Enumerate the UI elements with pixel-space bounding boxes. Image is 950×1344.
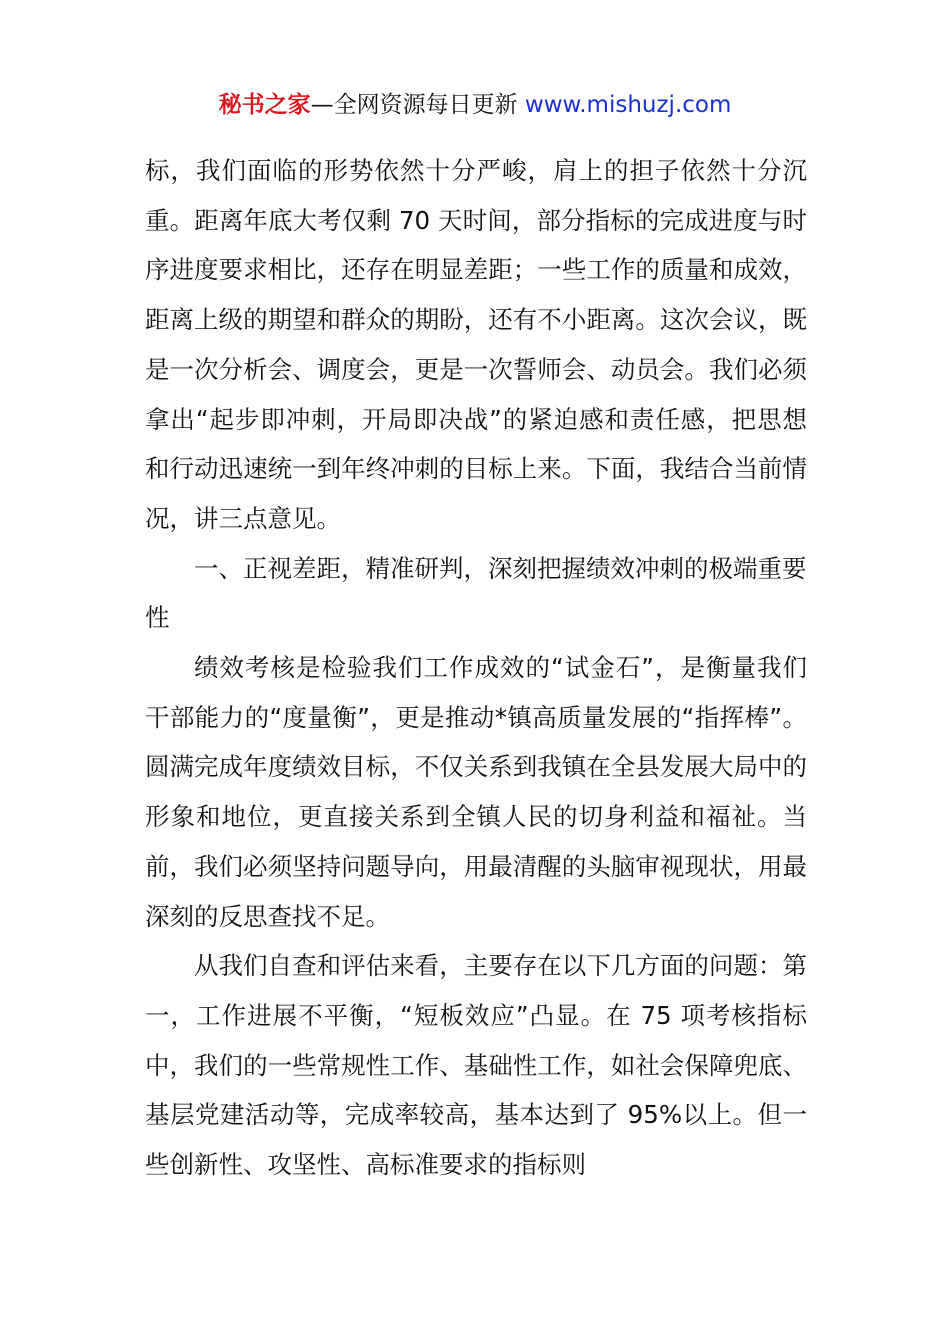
page-header: [0, 88, 950, 122]
document-body: [145, 146, 807, 1190]
header-tagline: —全网资源每日更新: [310, 92, 525, 118]
brand-name: 秘书之家: [218, 92, 311, 118]
paragraph-problems: 从我们自查和评估来看，主要存在以下几方面的问题：第一，工作进展不平衡，“短板效应”凸显。在 75 项考核指标中，我们的一些常规性工作、基础性工作，如社会保障兜底、基层党建活动等，完成率较高，基本达到了 95%以上。但一些创新性、攻坚性、高标准要求的指标则: [145, 951, 807, 1180]
paragraph-assessment: 绩效考核是检验我们工作成效的“试金石”，是衡量我们干部能力的“度量衡”，更是推动*镇高质量发展的“指挥棒”。圆满完成年度绩效目标，不仅关系到我镇在全县发展大局中的形象和地位，更直接关系到全镇人民的切身利益和福祉。当前，我们必须坚持问题导向，用最清醒的头脑审视现状，用最深刻的反思查找不足。: [145, 653, 807, 931]
paragraph-intro-continued: 标，我们面临的形势依然十分严峻，肩上的担子依然十分沉重。距离年底大考仅剩 70 天时间，部分指标的完成进度与时序进度要求相比，还存在明显差距；一些工作的质量和成效，距离上级的期望和群众的期盼，还有不小距离。这次会议，既是一次分析会、调度会，更是一次誓师会、动员会。我们必须拿出“起步即冲刺，开局即决战”的紧迫感和责任感，把思想和行动迅速统一到年终冲刺的目标上来。下面，我结合当前情况，讲三点意见。: [145, 156, 807, 533]
section-heading-1: 一、正视差距，精准研判，深刻把握绩效冲刺的极端重要性: [145, 553, 807, 633]
site-url-link[interactable]: www.mishuzj.com: [524, 92, 732, 118]
